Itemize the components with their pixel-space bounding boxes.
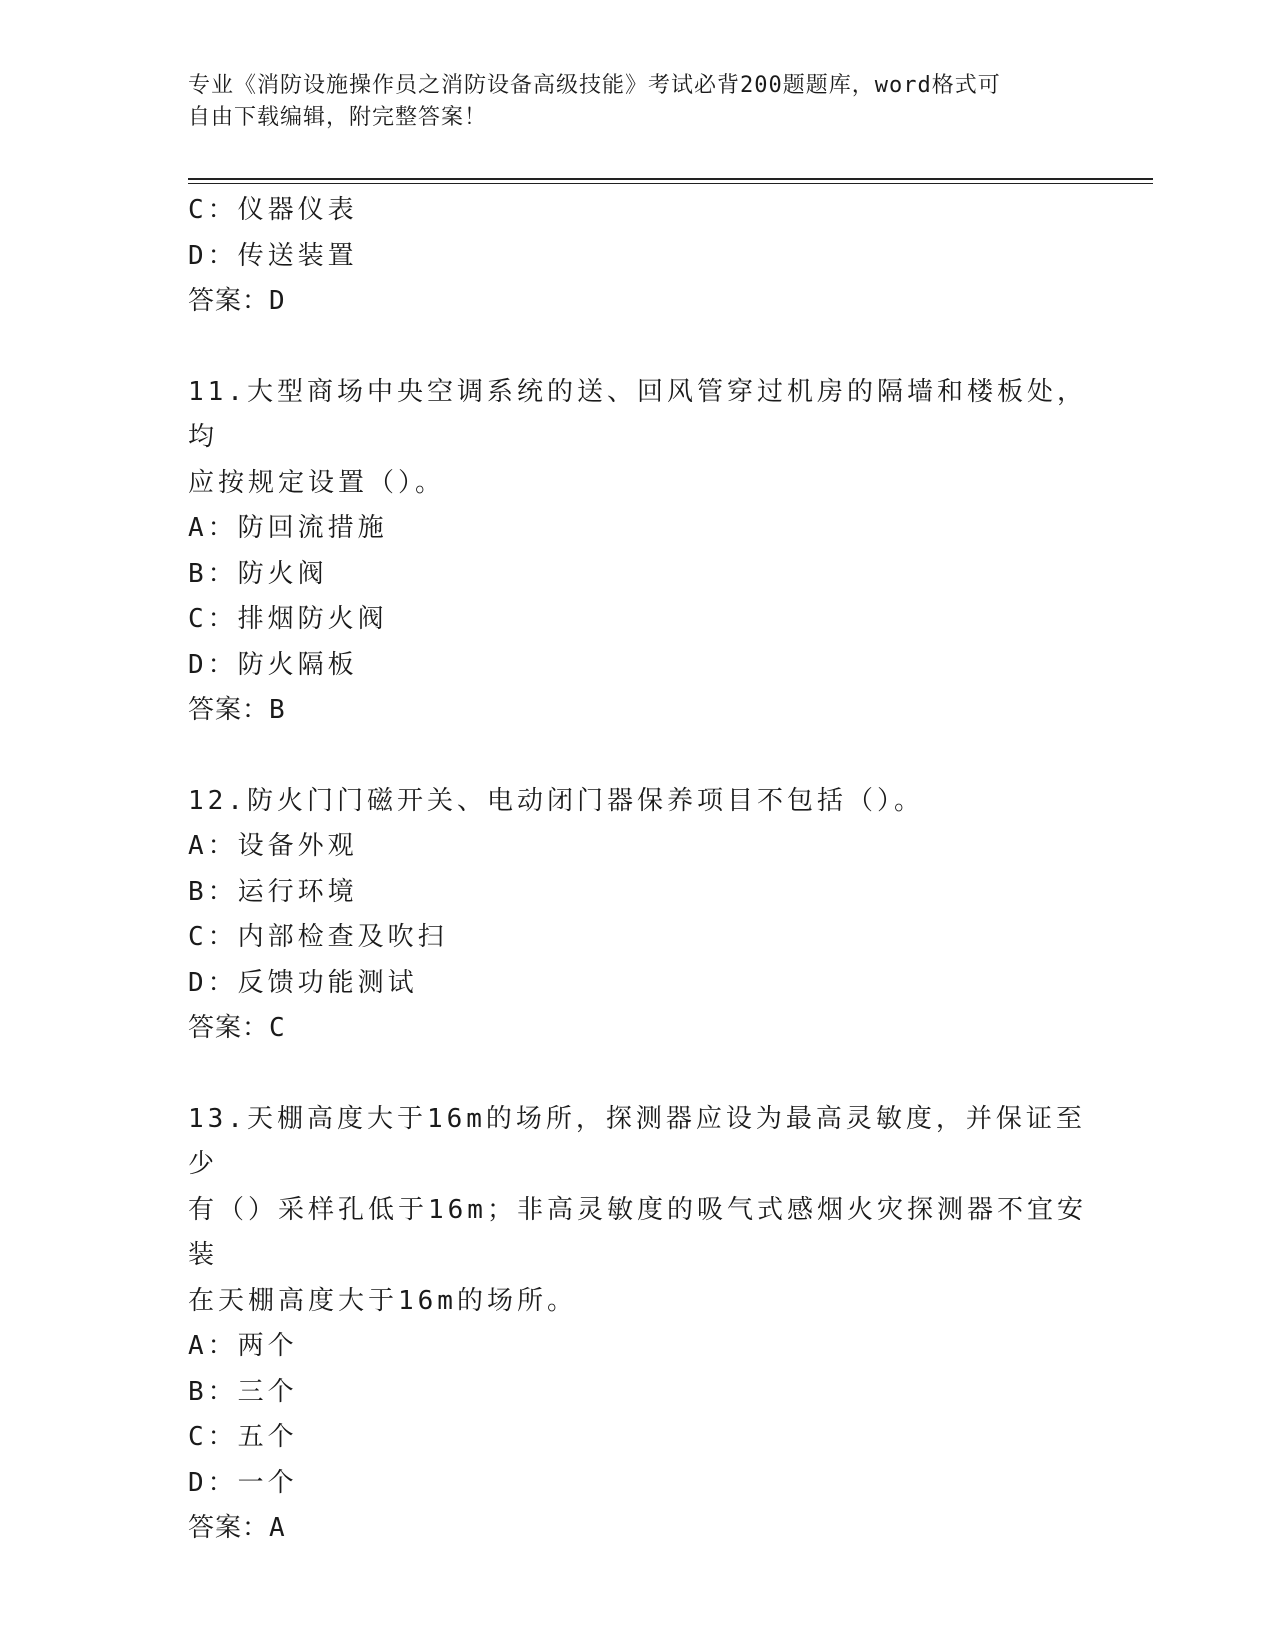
option-c: C：五个 [188, 1422, 298, 1452]
question-stem-line: 11.大型商场中央空调系统的送、回风管穿过机房的隔墙和楼板处，均 [188, 376, 1087, 452]
answer-value: A [269, 1513, 286, 1543]
answer-label: 答案： [188, 286, 270, 316]
option-a: A：设备外观 [188, 831, 358, 861]
option-d: D：一个 [188, 1467, 298, 1498]
option-d: D：反馈功能测试 [188, 967, 418, 998]
answer-value: D [269, 286, 286, 316]
option-c: C：仪器仪表 [188, 195, 358, 225]
header-line-1: 专业《消防设施操作员之消防设备高级技能》考试必背200题题库，word格式可 [188, 73, 1001, 98]
question-stem-line: 有（）采样孔低于16m；非高灵敏度的吸气式感烟火灾探测器不宜安装 [188, 1194, 1087, 1270]
option-d: D：防火隔板 [188, 649, 358, 680]
question-stem-line: 在天棚高度大于16m的场所。 [188, 1285, 577, 1316]
option-b: B：三个 [188, 1376, 298, 1407]
question-stem-line: 应按规定设置（）。 [188, 467, 446, 498]
option-b: B：运行环境 [188, 876, 358, 907]
answer-label: 答案： [188, 1013, 270, 1043]
option-a: A：两个 [188, 1331, 298, 1361]
answer-value: C [269, 1013, 286, 1043]
option-c: C：排烟防火阀 [188, 604, 388, 634]
spacer [188, 325, 1088, 370]
answer-line [188, 279, 1088, 325]
answer-line [188, 688, 1088, 734]
answer-label: 答案： [188, 1513, 270, 1543]
option-a: A：防回流措施 [188, 513, 388, 543]
question-content [188, 188, 1088, 1552]
question-13 [188, 1097, 1088, 1552]
question-11 [188, 370, 1088, 734]
question-stem-line: 12.防火门门磁开关、电动闭门器保养项目不包括（）。 [188, 785, 924, 816]
header-divider-thick [188, 178, 1153, 180]
header-line-2: 自由下载编辑，附完整答案！ [188, 105, 488, 130]
answer-line [188, 1006, 1088, 1052]
question-stem-line: 13.天棚高度大于16m的场所，探测器应设为最高灵敏度，并保证至少 [188, 1103, 1086, 1179]
spacer [188, 1052, 1088, 1097]
option-c: C：内部检查及吹扫 [188, 922, 448, 952]
previous-question-tail [188, 188, 1088, 325]
spacer [188, 734, 1088, 779]
option-d: D：传送装置 [188, 240, 358, 271]
answer-line [188, 1506, 1088, 1552]
document-header [188, 70, 1068, 134]
question-12 [188, 779, 1088, 1052]
header-divider-thin [188, 183, 1153, 184]
answer-value: B [269, 695, 286, 725]
answer-label: 答案： [188, 695, 270, 725]
option-b: B：防火阀 [188, 558, 328, 589]
